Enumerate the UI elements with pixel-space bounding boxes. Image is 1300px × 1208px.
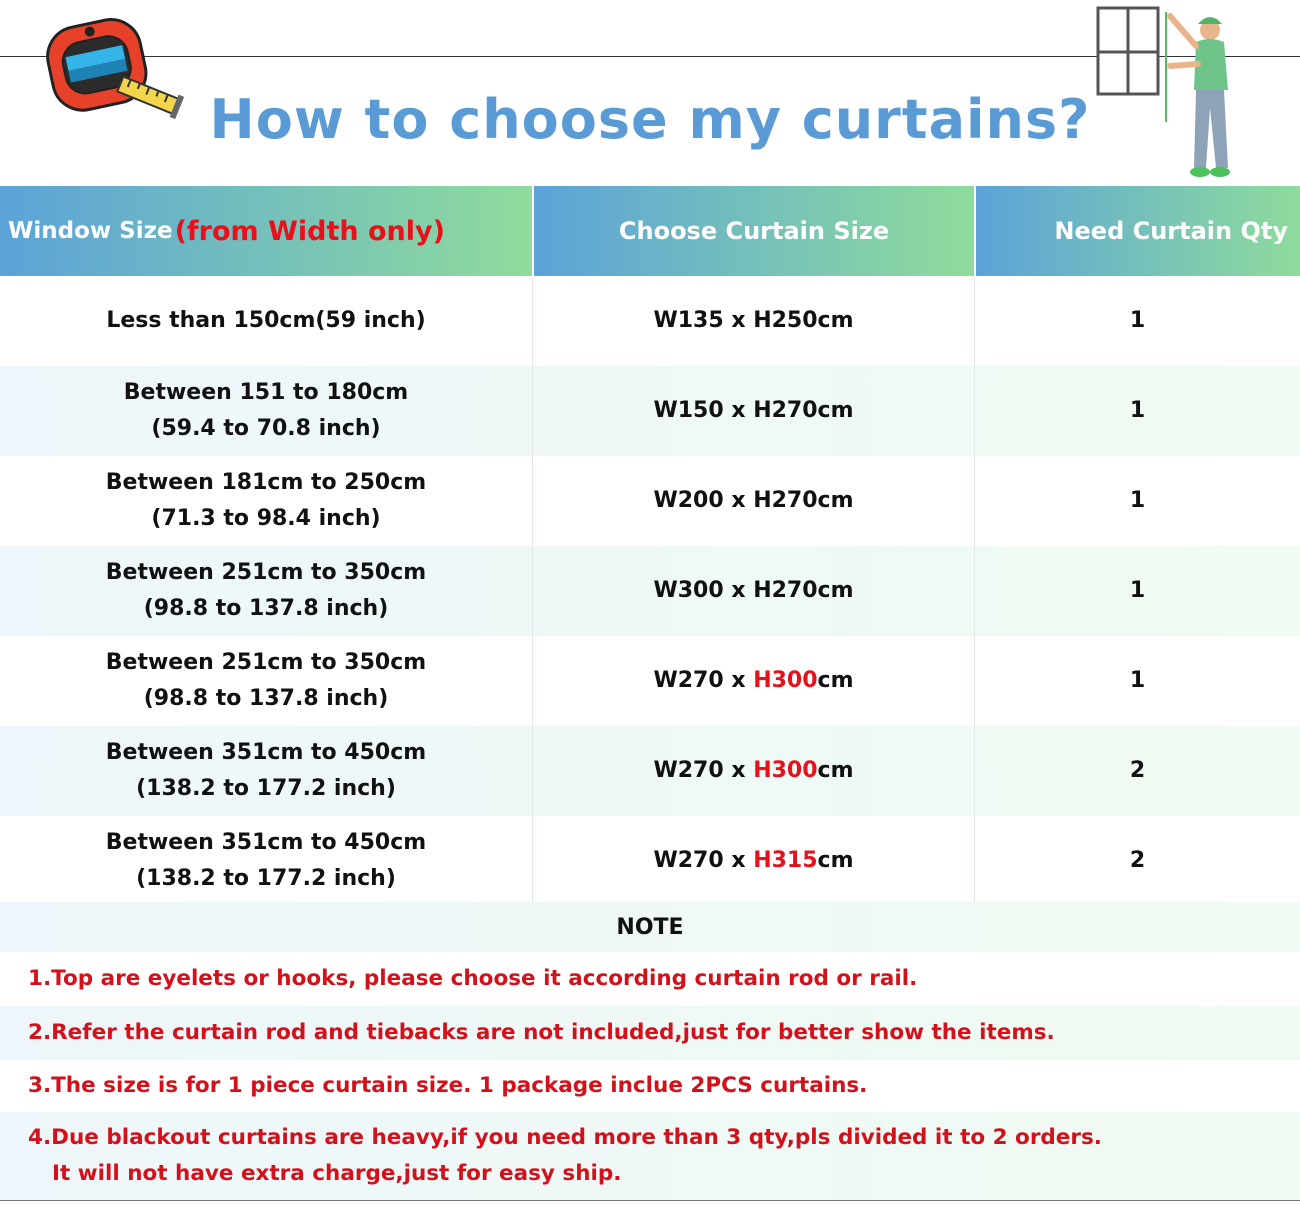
window-size-line2: (59.4 to 70.8 inch) [151, 416, 381, 441]
header-curtain-size [532, 186, 974, 276]
window-size-line1: Between 181cm to 250cm [105, 470, 427, 495]
curtain-size-sep: x [723, 668, 754, 693]
curtain-size-cell [532, 366, 974, 456]
curtain-width: W150 [653, 398, 724, 423]
note-line: 4.Due blackout curtains are heavy,if you need more than 3 qty,pls divided it to 2 orders. [28, 1125, 1102, 1150]
window-size-cell [0, 276, 532, 366]
window-size-line2: (98.8 to 137.8 inch) [143, 686, 389, 711]
curtain-size-cell [532, 546, 974, 636]
header [0, 0, 1300, 186]
window-size-line1: Less than 150cm(59 inch) [106, 308, 426, 333]
qty-value: 2 [1129, 848, 1146, 873]
note-title-text: NOTE [616, 914, 684, 940]
table-row [0, 456, 1300, 546]
curtain-height: H250 [753, 308, 818, 333]
note-line: 1.Top are eyelets or hooks, please choose it according curtain rod or rail. [28, 966, 918, 991]
curtain-width: W270 [653, 668, 724, 693]
window-size-cell [0, 456, 532, 546]
table-row [0, 816, 1300, 906]
curtain-size-sep: x [723, 398, 754, 423]
header-window-size-label: Window Size [8, 218, 173, 244]
qty-value: 1 [1129, 488, 1146, 513]
qty-value: 1 [1129, 668, 1146, 693]
curtain-size-sep: x [723, 488, 754, 513]
window-size-cell [0, 366, 532, 456]
qty-cell [974, 636, 1300, 726]
curtain-unit: cm [817, 848, 854, 873]
window-size-line2: (138.2 to 177.2 inch) [136, 776, 396, 801]
curtain-size-cell [532, 726, 974, 816]
note-title [0, 902, 1300, 952]
note-item [0, 952, 1300, 1006]
qty-value: 1 [1129, 308, 1146, 333]
qty-cell [974, 276, 1300, 366]
note-item [0, 1112, 1300, 1200]
header-window-size [0, 186, 532, 276]
person-measuring-window-icon [1092, 2, 1242, 182]
curtain-width: W270 [653, 848, 724, 873]
window-size-line2: (71.3 to 98.4 inch) [151, 506, 381, 531]
curtain-width: W200 [653, 488, 724, 513]
qty-value: 1 [1129, 398, 1146, 423]
table-row [0, 726, 1300, 816]
curtain-size-cell [532, 456, 974, 546]
bottom-rule [0, 1200, 1300, 1201]
window-size-line2: (138.2 to 177.2 inch) [136, 866, 396, 891]
curtain-height: H270 [753, 578, 818, 603]
note-line-continued: It will not have extra charge,just for easy ship. [52, 1161, 622, 1186]
curtain-width: W270 [653, 758, 724, 783]
curtain-unit: cm [817, 488, 854, 513]
table-row [0, 636, 1300, 726]
curtain-unit: cm [817, 668, 854, 693]
curtain-width: W300 [653, 578, 724, 603]
window-size-cell [0, 546, 532, 636]
curtain-unit: cm [817, 578, 854, 603]
qty-value: 2 [1129, 758, 1146, 783]
curtain-size-table [0, 186, 1300, 906]
curtain-height: H300 [753, 668, 818, 693]
window-size-cell [0, 726, 532, 816]
curtain-unit: cm [817, 308, 854, 333]
header-qty [974, 186, 1300, 276]
window-size-line2: (98.8 to 137.8 inch) [143, 596, 389, 621]
qty-value: 1 [1129, 578, 1146, 603]
window-size-line1: Between 251cm to 350cm [105, 650, 427, 675]
curtain-unit: cm [817, 398, 854, 423]
curtain-unit: cm [817, 758, 854, 783]
note-item [0, 1060, 1300, 1112]
qty-cell [974, 546, 1300, 636]
note-item [0, 1006, 1300, 1060]
note-line: 3.The size is for 1 piece curtain size. 1 package inclue 2PCS curtains. [28, 1073, 868, 1098]
curtain-height: H315 [753, 848, 818, 873]
curtain-height: H270 [753, 488, 818, 513]
window-size-line1: Between 251cm to 350cm [105, 560, 427, 585]
header-qty-label: Need Curtain Qty [1054, 217, 1288, 245]
header-window-size-note: (from Width only) [174, 215, 445, 247]
qty-cell [974, 816, 1300, 906]
window-size-cell [0, 816, 532, 906]
curtain-size-sep: x [723, 758, 754, 783]
window-size-line1: Between 351cm to 450cm [105, 740, 427, 765]
curtain-width: W135 [653, 308, 724, 333]
page-title: How to choose my curtains? [209, 88, 1091, 151]
curtain-size-sep: x [723, 578, 754, 603]
qty-cell [974, 726, 1300, 816]
curtain-size-sep: x [723, 848, 754, 873]
window-size-line1: Between 151 to 180cm [123, 380, 409, 405]
qty-cell [974, 456, 1300, 546]
curtain-size-cell [532, 276, 974, 366]
header-curtain-size-label: Choose Curtain Size [618, 217, 890, 245]
qty-cell [974, 366, 1300, 456]
curtain-height: H270 [753, 398, 818, 423]
window-size-line1: Between 351cm to 450cm [105, 830, 427, 855]
note-line: 2.Refer the curtain rod and tiebacks are not included,just for better show the items. [28, 1020, 1055, 1045]
curtain-height: H300 [753, 758, 818, 783]
curtain-size-sep: x [723, 308, 754, 333]
window-size-cell [0, 636, 532, 726]
table-row [0, 546, 1300, 636]
curtain-size-cell [532, 816, 974, 906]
curtain-size-cell [532, 636, 974, 726]
table-header [0, 186, 1300, 276]
table-row [0, 366, 1300, 456]
table-row [0, 276, 1300, 366]
